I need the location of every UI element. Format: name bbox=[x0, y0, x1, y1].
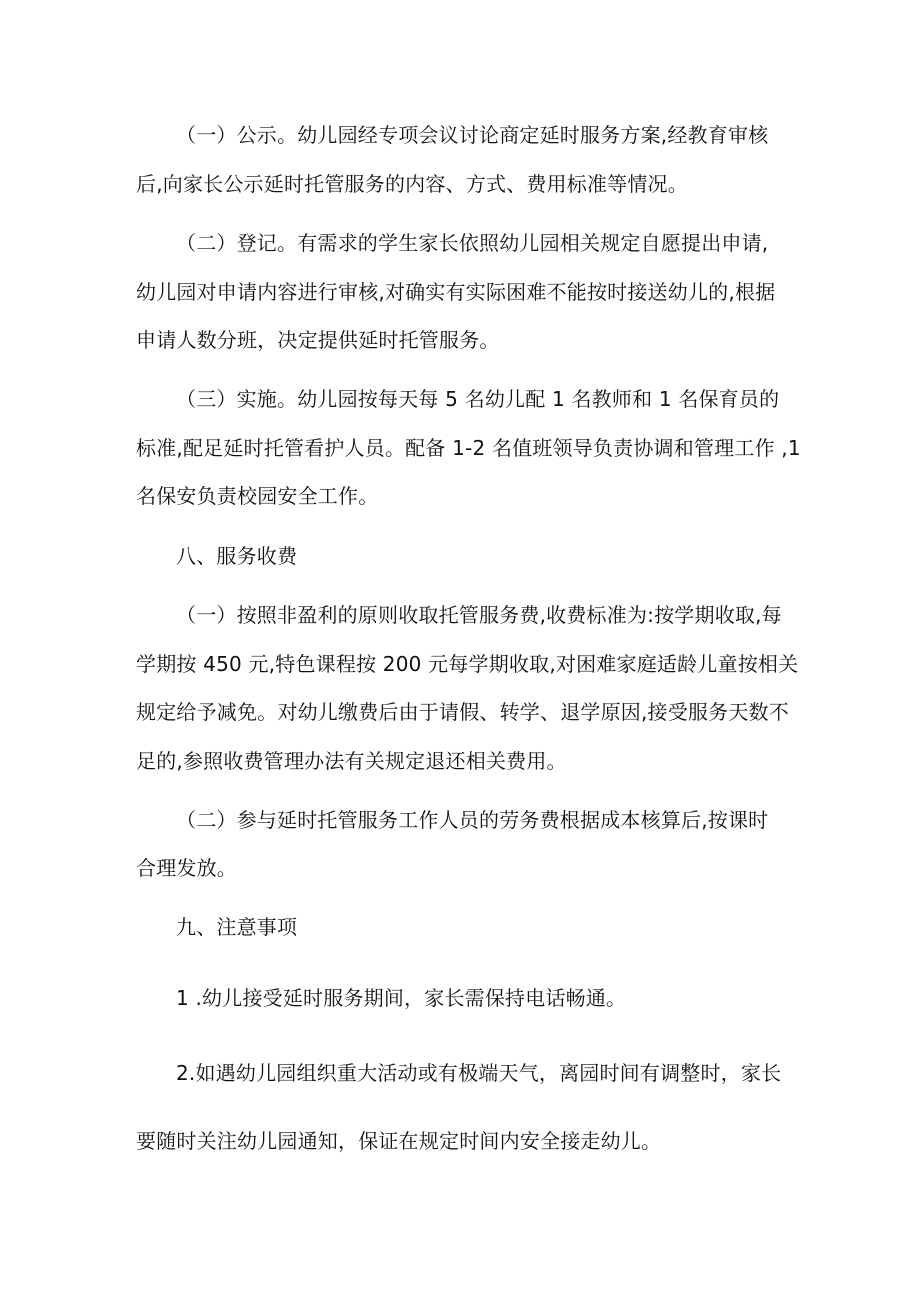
note-item-2-line-1: 2.如遇幼儿园组织重大活动或有极端天气，离园时间有调整时，家长 bbox=[176, 1061, 782, 1085]
paragraph-1-line-1: （一）公示。幼儿园经专项会议讨论商定延时服务方案,经教育审核 bbox=[176, 123, 769, 147]
paragraph-3-line-3: 名保安负责校园安全工作。 bbox=[136, 484, 379, 508]
paragraph-2-line-1: （二）登记。有需求的学生家长依照幼儿园相关规定自愿提出申请, bbox=[176, 231, 769, 255]
paragraph-2-line-3: 申请人数分班，决定提供延时托管服务。 bbox=[136, 328, 500, 352]
paragraph-4-line-2: 学期按 450 元,特色课程按 200 元每学期收取,对困难家庭适龄儿童按相关 bbox=[136, 652, 799, 676]
paragraph-3-line-2: 标准,配足延时托管看护人员。配备 1-2 名值班领导负责协调和管理工作 ,1 bbox=[136, 436, 801, 460]
paragraph-4-line-4: 足的,参照收费管理办法有关规定退还相关费用。 bbox=[136, 749, 567, 773]
section-heading-9: 九、注意事项 bbox=[176, 915, 298, 939]
paragraph-4-line-1: （一）按照非盈利的原则收取托管服务费,收费标准为:按学期收取,每 bbox=[176, 603, 782, 627]
paragraph-4-line-3: 规定给予减免。对幼儿缴费后由于请假、转学、退学原因,接受服务天数不 bbox=[136, 700, 789, 724]
paragraph-5-line-1: （二）参与延时托管服务工作人员的劳务费根据成本核算后,按课时 bbox=[176, 808, 769, 832]
paragraph-5-line-2: 合理发放。 bbox=[136, 856, 237, 880]
note-item-2-line-2: 要随时关注幼儿园通知，保证在规定时间内安全接走幼儿。 bbox=[136, 1129, 662, 1153]
paragraph-1-line-2: 后,向家长公示延时托管服务的内容、方式、费用标准等情况。 bbox=[136, 172, 688, 196]
paragraph-2-line-2: 幼儿园对申请内容进行审核,对确实有实际困难不能按时接送幼儿的,根据 bbox=[136, 280, 776, 304]
paragraph-3-line-1: （三）实施。幼儿园按每天每 5 名幼儿配 1 名教师和 1 名保育员的 bbox=[176, 387, 780, 411]
section-heading-8: 八、服务收费 bbox=[176, 544, 298, 568]
note-item-1: 1 .幼儿接受延时服务期间，家长需保持电话畅通。 bbox=[176, 986, 627, 1010]
